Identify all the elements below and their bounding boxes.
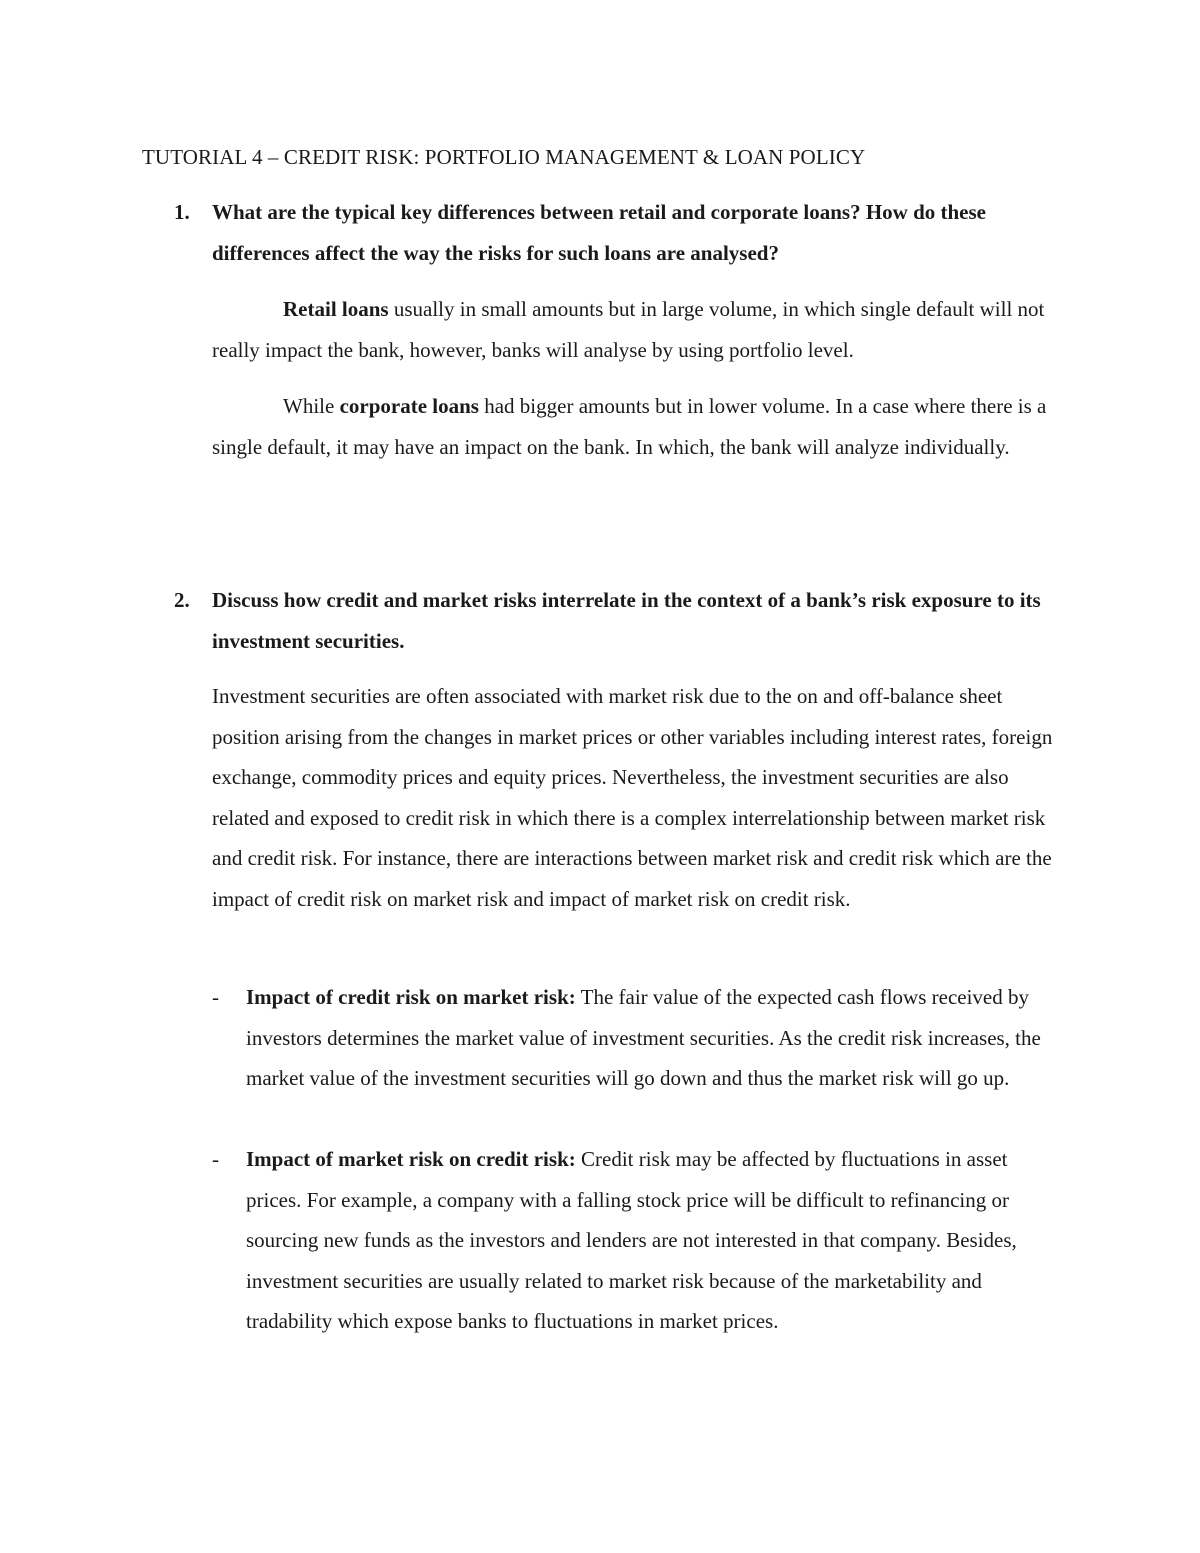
- answer-1-paragraph-1: [212, 289, 1068, 370]
- question-2: [174, 580, 1054, 661]
- document-title: TUTORIAL 4 – CREDIT RISK: PORTFOLIO MANAGEMENT & LOAN POLICY: [142, 145, 866, 169]
- bullet-text: Credit risk may be affected by fluctuations in asset prices. For example, a company with a falling stock price will be difficult to refinancing or sourcing new funds as the investors and lenders are not interested in that company. Besides, investment securities are usually related to market risk because of the marketability and tradability which expose banks to fluctuations in market prices.: [246, 1147, 1017, 1333]
- bullet-body: [212, 1139, 1068, 1342]
- answer-1-paragraph-1-text: usually in small amounts but in large volume, in which single default will not really impact the bank, however, banks will analyse by using portfolio level.: [212, 297, 1045, 362]
- corporate-loans-term: corporate loans: [339, 394, 479, 418]
- answer-1-paragraph-2-lead: While: [283, 394, 340, 418]
- question-2-text: Discuss how credit and market risks interrelate in the context of a bank’s risk exposure to its investment securities.: [212, 588, 1041, 653]
- bullet-heading: Impact of market risk on credit risk:: [246, 1147, 576, 1171]
- answer-2-intro: Investment securities are often associated with market risk due to the on and off-balance sheet position arising from the changes in market prices or other variables including interest rates, foreign exchange, commodity prices and equity prices. Nevertheless, the investment securities are also related and exposed to credit risk in which there is a complex interrelationship between market risk and credit risk. For instance, there are interactions between market risk and credit risk which are the impact of credit risk on market risk and impact of market risk on credit risk.: [212, 684, 1053, 911]
- bullet-dash: -: [212, 985, 219, 1009]
- bullet-text: The fair value of the expected cash flows received by investors determines the market value of investment securities. As the credit risk increases, the market value of the investment securities will go down and thus the market risk will go up.: [246, 985, 1041, 1090]
- question-1-number: 1.: [174, 200, 190, 224]
- question-2-number: 2.: [174, 588, 190, 612]
- bullet-body: [212, 977, 1068, 1099]
- bullet-credit-on-market: [212, 977, 1068, 1099]
- answer-1-paragraph-2-text: had bigger amounts but in lower volume. In a case where there is a single default, it may have an impact on the bank. In which, the bank will analyze individually.: [212, 394, 1047, 459]
- bullet-dash: -: [212, 1147, 219, 1171]
- bullet-heading: Impact of credit risk on market risk:: [246, 985, 576, 1009]
- retail-loans-term: Retail loans: [283, 297, 389, 321]
- answer-1-paragraph-2: [212, 386, 1068, 467]
- question-1: [174, 192, 1054, 273]
- question-1-text: What are the typical key differences between retail and corporate loans? How do these differences affect the way the risks for such loans are analysed?: [212, 200, 986, 265]
- bullet-market-on-credit: [212, 1139, 1068, 1342]
